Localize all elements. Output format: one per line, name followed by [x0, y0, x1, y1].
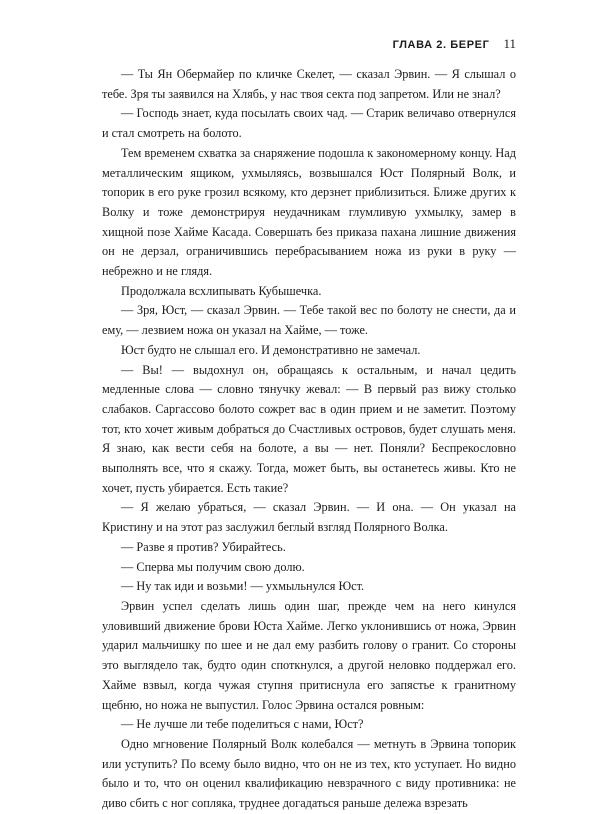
- paragraph: — Ты Ян Обермайер по кличке Скелет, — сказал Эрвин. — Я слышал о тебе. Зря ты заявился на Хлябь, у нас твоя секта под запретом. Или не знал?: [102, 67, 516, 101]
- paragraph: — Зря, Юст, — сказал Эрвин. — Тебе такой вес по болоту не снести, да и ему, — лезвием ножа он указал на Хайме, — тоже.: [102, 303, 516, 338]
- paragraph: — Ну так иди и возьми! — ухмыльнулся Юст.: [121, 579, 365, 594]
- chapter-title: ГЛАВА 2. БЕРЕГ: [392, 39, 490, 51]
- paragraph: — Не лучше ли тебе поделиться с нами, Юст?: [121, 717, 364, 732]
- paragraph: Юст будто не слышал его. И демонстративно не замечал.: [121, 342, 421, 357]
- page-number: 11: [503, 36, 516, 51]
- paragraph: Эрвин успел сделать лишь один шаг, прежде чем на него кинулся уловивший движение брови Юста Хайме. Легко уклонившись от ножа, Эрвин ударил мальчишку по шее и не дал ему разбить голову о гранит. Со стороны это выглядело так, будто один споткнулся, а другой неловко поддержал его. Хайме взвыл, когда чужая ступня притиснула его запястье к гранитному щебню, но ножа не выпустил. Голос Эрвина остался ровным:: [102, 598, 516, 712]
- paragraph: — Господь знает, куда посылать своих чад. — Старик величаво отвернулся и стал смотреть на болото.: [102, 106, 516, 141]
- paragraph: — Я желаю убраться, — сказал Эрвин. — И она. — Он указал на Кристину и на этот раз заслужил беглый взгляд Полярного Волка.: [102, 500, 516, 535]
- paragraph: — Вы! — выдохнул он, обращаясь к остальным, и начал цедить медленные слова — словно тянучку жевал: — В первый раз вижу столько слабаков. Саргассово болото сожрет вас в один прием и не заметит. Поэтому тот, кто хочет живым добраться до Счастливых островов, будет слушать меня. Я знаю, как вести себя на болоте, а вы — нет. Поняли? Беспрекословно выполнять все, что я скажу. Тогда, может быть, вы останетесь живы. Кто не хочет, пусть убирается. Есть такие?: [102, 362, 516, 495]
- paragraph: Одно мгновение Полярный Волк колебался — метнуть в Эрвина топорик или уступить? По всему было видно, что он не из тех, кто уступает. Но видно было и то, что он оценил квалификацию невзрачного с виду противника: не диво сбить с ног сопляка, труднее догадаться раньше дележа взрезать: [102, 736, 516, 811]
- paragraph: Продолжала всхлипывать Кубышечка.: [121, 283, 322, 298]
- text-body: [102, 65, 516, 814]
- paragraph: Тем временем схватка за снаряжение подошла к закономерному концу. Над металлическим ящиком, ухмыляясь, возвышался Юст Полярный Волк, и топорик в его руке грозил всякому, кто дерзнет приблизиться. Ближе других к Волку и тоже демонстрируя неудачникам глумливую ухмылку, замер в хищной позе Хайме Касада. Совершать без приказа пахана лишние движения он не дерзал, ограничившись перебрасыванием ножа из руки в руку — небрежно и не глядя.: [102, 145, 516, 279]
- paragraph: — Сперва мы получим свою долю.: [121, 559, 305, 574]
- running-header: [393, 36, 516, 52]
- paragraph: — Разве я против? Убирайтесь.: [121, 539, 286, 554]
